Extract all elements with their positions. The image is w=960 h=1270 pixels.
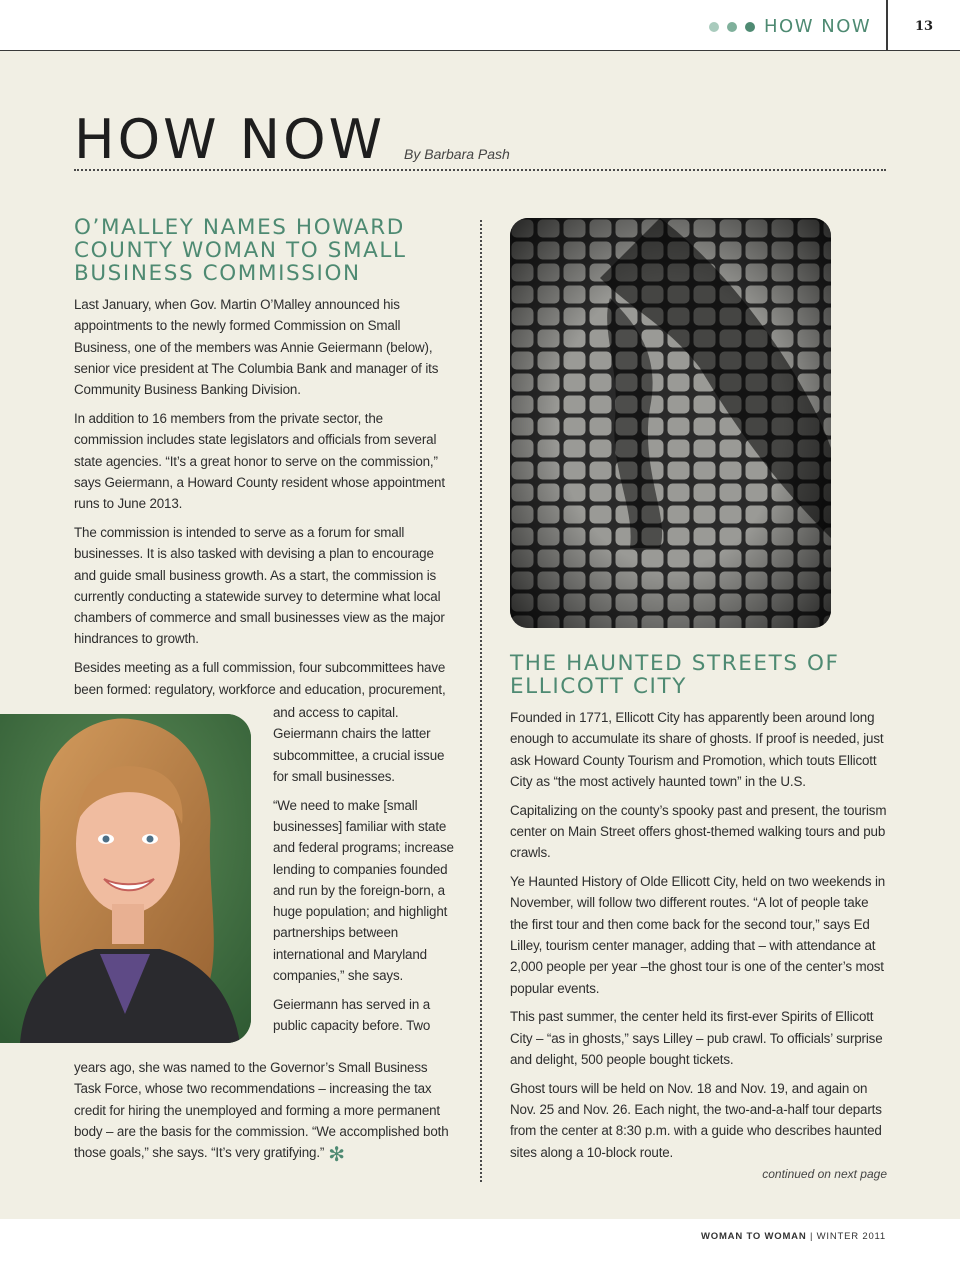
article-paragraph: Besides meeting as a full commission, four subcommittees have been formed: regulatory, workforce and education, procurement, bbox=[74, 660, 446, 697]
article-paragraph: The commission is intended to serve as a forum for small businesses. It is also tasked with devising a plan to encourage and guide small business growth. As a start, the commission is currently conducting a statewide survey to determine what local chambers of commerce and small businesses view as the major hindrances to growth. bbox=[74, 524, 445, 647]
portrait-photo bbox=[0, 714, 251, 1043]
continued-note: continued on next page bbox=[762, 1167, 887, 1181]
cobblestone-photo bbox=[510, 218, 831, 628]
masthead bbox=[74, 108, 510, 171]
article-paragraph: Geiermann has served in a public capacity before. Two bbox=[273, 996, 431, 1034]
article-paragraph bbox=[74, 1057, 454, 1166]
article-omalley bbox=[74, 216, 454, 707]
article-paragraph: Capitalizing on the county’s spooky past and present, the tourism center on Main Street offers ghost-themed walking tours and pub crawls. bbox=[510, 802, 887, 861]
article-paragraph: Ye Haunted History of Olde Ellicott City, held on two weekends in November, will follow two different routes. “A lot of people take the first tour and then come back for the second tour,” says Ed Lilley, tourism center manager, adding that – with attendance at 2,000 people per year –the ghost tour is one of the center’s most popular events. bbox=[510, 874, 886, 996]
page-number: 13 bbox=[914, 19, 934, 34]
header-divider bbox=[886, 0, 888, 51]
byline: By Barbara Pash bbox=[404, 146, 510, 162]
article-wrap-text bbox=[273, 702, 458, 1044]
headline-line: O’MALLEY NAMES HOWARD bbox=[74, 215, 405, 240]
article-paragraph: Last January, when Gov. Martin O’Malley announced his appointments to the newly formed Commission on Small Business, one of the members was Annie Geiermann (below), senior vice president at The Columbia Bank and manager of its Community Business Banking Division. bbox=[74, 297, 439, 398]
page-title: HOW NOW bbox=[74, 108, 385, 171]
section-dot bbox=[727, 22, 737, 32]
section-label: HOW NOW bbox=[764, 16, 872, 37]
article-paragraph-text: years ago, she was named to the Governor’s Small Business Task Force, whose two recommendations – increasing the tax credit for hiring the unemployed and forming a more permanent body – are the basis for the commission. “We accomplished both those goals,” she says. “It’s very gratifying.” bbox=[74, 1060, 449, 1161]
article-paragraph: This past summer, the center held its first-ever Spirits of Ellicott City – “as in ghosts,” says Lilley – pub crawl. To officials’ surprise and delight, 500 people bought tickets. bbox=[510, 1009, 883, 1067]
headline-line: ELLICOTT CITY bbox=[510, 674, 687, 699]
article-paragraph: In addition to 16 members from the private sector, the commission includes state legislators and officials from several state agencies. “It’s a great honor to serve on the commission,” says Geiermann, a Howard County resident whose appointment runs to June 2013. bbox=[74, 410, 445, 512]
article-tail-text bbox=[74, 1057, 454, 1174]
headline-line: COUNTY WOMAN TO SMALL bbox=[74, 238, 407, 263]
column-divider bbox=[480, 220, 482, 1182]
title-divider bbox=[74, 169, 886, 171]
footer-separator: | bbox=[806, 1231, 817, 1242]
article-paragraph: Ghost tours will be held on Nov. 18 and Nov. 19, and again on Nov. 25 and Nov. 26. Each night, the two-and-a-half tour departs from the center at 8:30 p.m. with a guide who describes haunted sites along a 10-block route. bbox=[510, 1080, 882, 1160]
article-headline bbox=[74, 216, 454, 285]
headline-line: THE HAUNTED STREETS OF bbox=[510, 651, 840, 676]
section-dot bbox=[745, 22, 755, 32]
section-dot bbox=[709, 22, 719, 32]
article-headline bbox=[510, 652, 888, 698]
headline-line: BUSINESS COMMISSION bbox=[74, 261, 361, 286]
end-mark-icon: ✻ bbox=[328, 1144, 345, 1167]
portrait-image bbox=[0, 714, 251, 1043]
article-haunted-streets bbox=[510, 652, 888, 1170]
issue-label: WINTER 2011 bbox=[816, 1231, 886, 1242]
footer-text bbox=[701, 1231, 886, 1242]
running-footer bbox=[0, 1219, 960, 1270]
publication-name: WOMAN TO WOMAN bbox=[701, 1231, 807, 1242]
running-header bbox=[0, 0, 960, 51]
cobblestone-image bbox=[510, 218, 831, 628]
section-dots bbox=[709, 22, 755, 32]
article-paragraph: and access to capital. Geiermann chairs the latter subcommittee, a crucial issue for small businesses. bbox=[273, 705, 445, 784]
article-paragraph: “We need to make [small businesses] familiar with state and federal programs; increase lending to companies founded and run by the foreign-born, a huge population; and highlight partnerships between international and Maryland companies,” she says. bbox=[273, 797, 454, 984]
article-paragraph: Founded in 1771, Ellicott City has apparently been around long enough to accumulate its share of ghosts. If proof is needed, just ask Howard County Tourism and Promotion, which touts Ellicott City as “the most actively haunted town” in the U.S. bbox=[510, 710, 884, 789]
